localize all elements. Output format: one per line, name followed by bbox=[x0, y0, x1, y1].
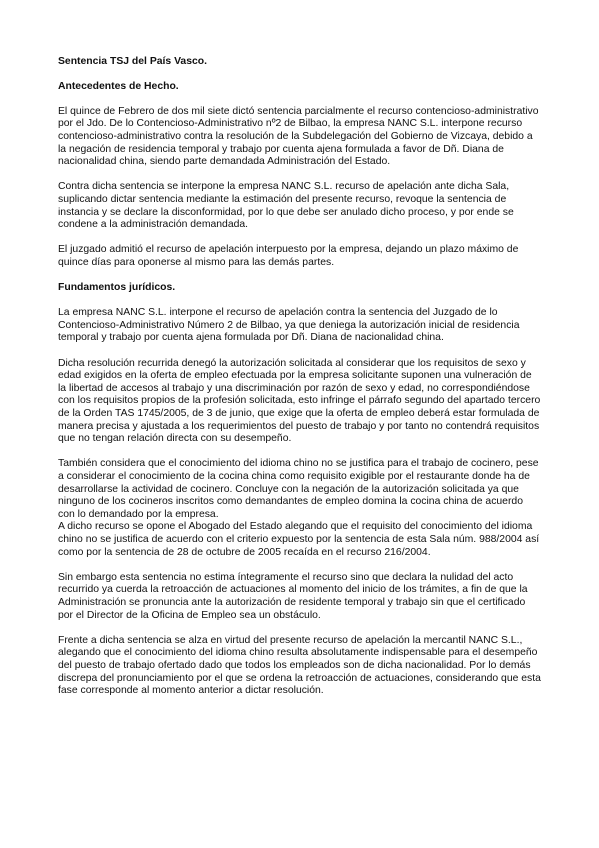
paragraph: La empresa NANC S.L. interpone el recurso de apelación contra la sentencia del Juzgado de lo Contencioso-Administrativo Número 2 de Bilbao, ya que deniega la autorización inicial de residencia temporal y trabajo por cuenta ajena formulada por Dñ. Diana de nacionalidad china. bbox=[58, 307, 520, 344]
document-page bbox=[58, 56, 542, 710]
paragraph: A dicho recurso se opone el Abogado del Estado alegando que el requisito del conocimiento del idioma chino no se justifica de acuerdo con el criterio expuesto por la sentencia de esta Sala núm. 988/2004 así como por la sentencia de 28 de octubre de 2005 recaída en el recurso 216/2004. bbox=[58, 521, 540, 558]
paragraph: El quince de Febrero de dos mil siete dictó sentencia parcialmente el recurso contencioso-administrativo por el Jdo. De lo Contencioso-Administrativo nº2 de Bilbao, la empresa NANC S.L. interpone recurso contencioso-administrativo contra la resolución de la Subdelegación del Gobierno de Vizcaya, debido a la negación de residencia temporal y trabajo por cuenta ajena formulada a favor de Dñ. Diana de nacionalidad china, siendo parte demandada Administración del Estado. bbox=[58, 105, 539, 168]
section-heading-antecedentes: Antecedentes de Hecho. bbox=[58, 80, 179, 92]
paragraph: Frente a dicha sentencia se alza en virtud del presente recurso de apelación la mercantil NANC S.L., alegando que el conocimiento del idioma chino resulta absolutamente indispensable para el desempeño del puesto de trabajo ofertado dado que todos los empleados son de dicha nacionalidad. Por lo demás discrepa del pronunciamiento por el que se ordena la retroacción de actuaciones, considerando que esta fase corresponde al momento anterior a dictar resolución. bbox=[58, 634, 541, 697]
paragraph: Sin embargo esta sentencia no estima íntegramente el recurso sino que declara la nulidad del acto recurrido ya cuerda la retroacción de actuaciones al momento del inicio de los trámites, a fin de que la Administración se pronuncia ante la autorización de residente temporal y trabajo sin que el certificado por el Director de la Oficina de Empleo sea un obstáculo. bbox=[58, 571, 528, 621]
section-heading-fundamentos: Fundamentos jurídicos. bbox=[58, 282, 176, 294]
paragraph: También considera que el conocimiento del idioma chino no se justifica para el trabajo de cocinero, pese a considerar el conocimiento de la cocina china como requisito exigible por el restaurante donde ha de desarrollarse la actividad de cocinero. Concluye con la negación de la autorización solicitada ya que ninguno de los cocineros inscritos como demandantes de empleo domina la cocina china de acuerdo con lo demandado por la empresa. bbox=[58, 458, 539, 520]
paragraph: Contra dicha sentencia se interpone la empresa NANC S.L. recurso de apelación ante dicha Sala, suplicando dictar sentencia mediante la estimación del presente recurso, revoque la sentencia de instancia y se declare la disconformidad, por lo que debe ser anulado dicho proceso, y por ende se condene a la administración demandada. bbox=[58, 181, 514, 231]
paragraph: Dicha resolución recurrida denegó la autorización solicitada al considerar que los requisitos de sexo y edad exigidos en la oferta de empleo efectuada por la empresa solicitante suponen una vulneración de la libertad de accesos al trabajo y una discriminación por razón de sexo y edad, no correspondiéndose con los requisitos propios de la profesión solicitada, esto infringe el párrafo segundo del apartado tercero de la Orden TAS 1745/2005, de 3 de junio, que exige que la oferta de empleo deberá estar formulada de manera precisa y ajustada a los requerimientos del puesto de trabajo y por tanto no contendrá requisitos que no tengan relación directa con su desempeño. bbox=[58, 357, 541, 445]
paragraph: El juzgado admitió el recurso de apelación interpuesto por la empresa, dejando un plazo máximo de quince días para oponerse al mismo para las demás partes. bbox=[58, 244, 519, 268]
document-title: Sentencia TSJ del País Vasco. bbox=[58, 56, 208, 67]
